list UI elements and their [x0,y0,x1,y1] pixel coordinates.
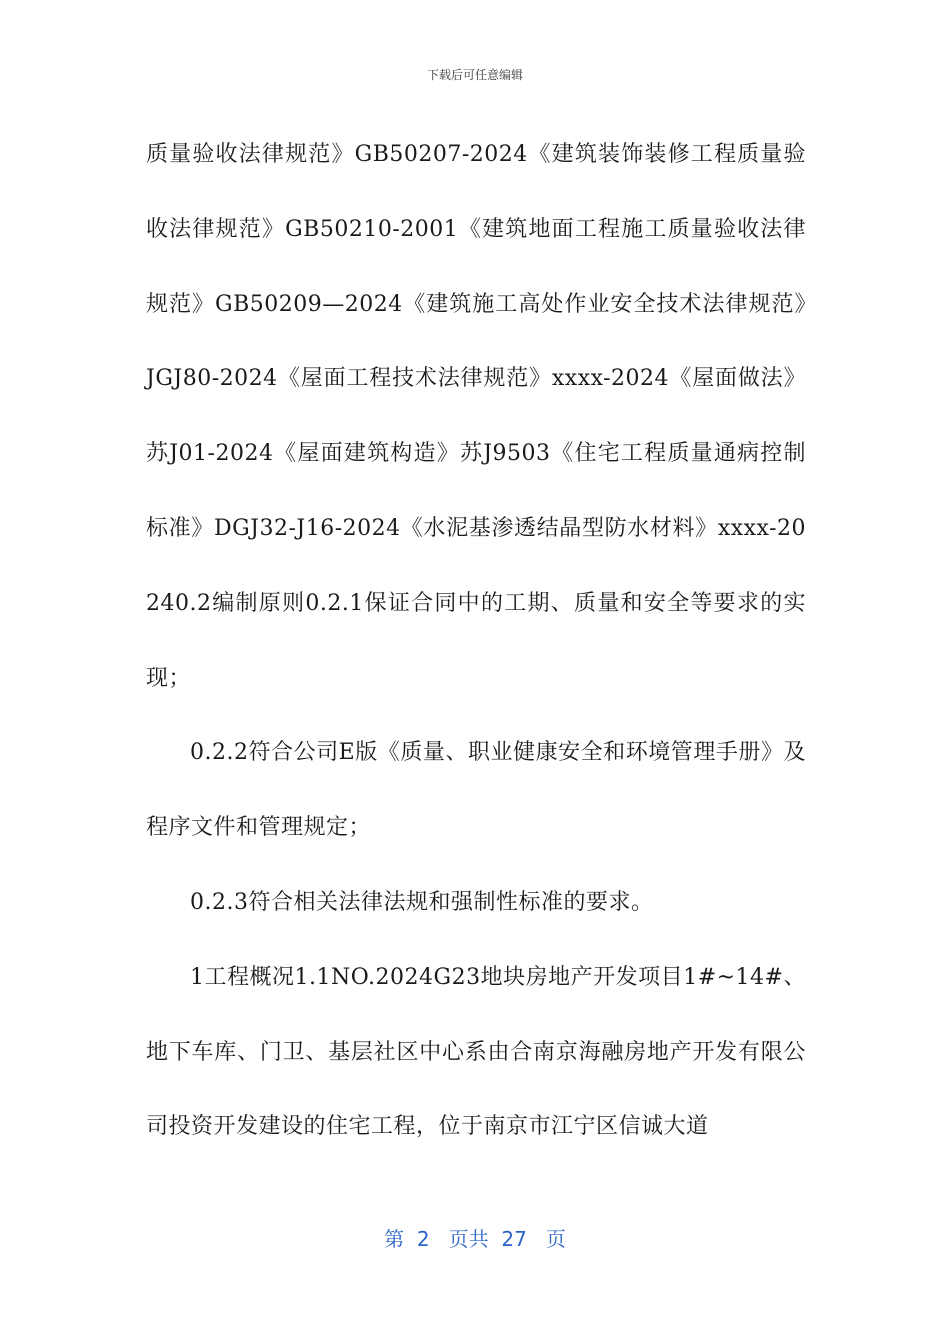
paragraph-principle-3: 0.2.3符合相关法律法规和强制性标准的要求。 [190,889,654,915]
document-body [146,118,806,1165]
page-header-note: 下载后可任意编辑 [426,68,523,82]
paragraph-project-overview: 1工程概况1.1NO.2024G23地块房地产开发项目1#~14#、地下车库、门卫、基层社区中心系由合南京海融房地产开发有限公司投资开发建设的住宅工程，位于南京市江宁区信诚大道 [146,964,806,1140]
paragraph-principle-2: 0.2.2符合公司E版《质量、职业健康安全和环境管理手册》及程序文件和管理规定； [146,740,806,841]
paragraph-standards-list: 质量验收法律规范》GB50207-2024《建筑装饰装修工程质量验收法律规范》GB50210-2001《建筑地面工程施工质量验收法律规范》GB50209—2024《建筑施工高处作业安全技术法律规范》JGJ80-2024《屋面工程技术法律规范》xxxx-2024《屋面做法》苏J01-2024《屋面建筑构造》苏J9503《住宅工程质量通病控制标准》DGJ32-J16-2024《水泥基渗透结晶型防水材料》xxxx-20240.2编制原则0.2.1保证合同中的工期、质量和安全等要求的实现； [146,142,806,691]
page-number-footer: 第 2 页共 27 页 [384,1227,566,1251]
